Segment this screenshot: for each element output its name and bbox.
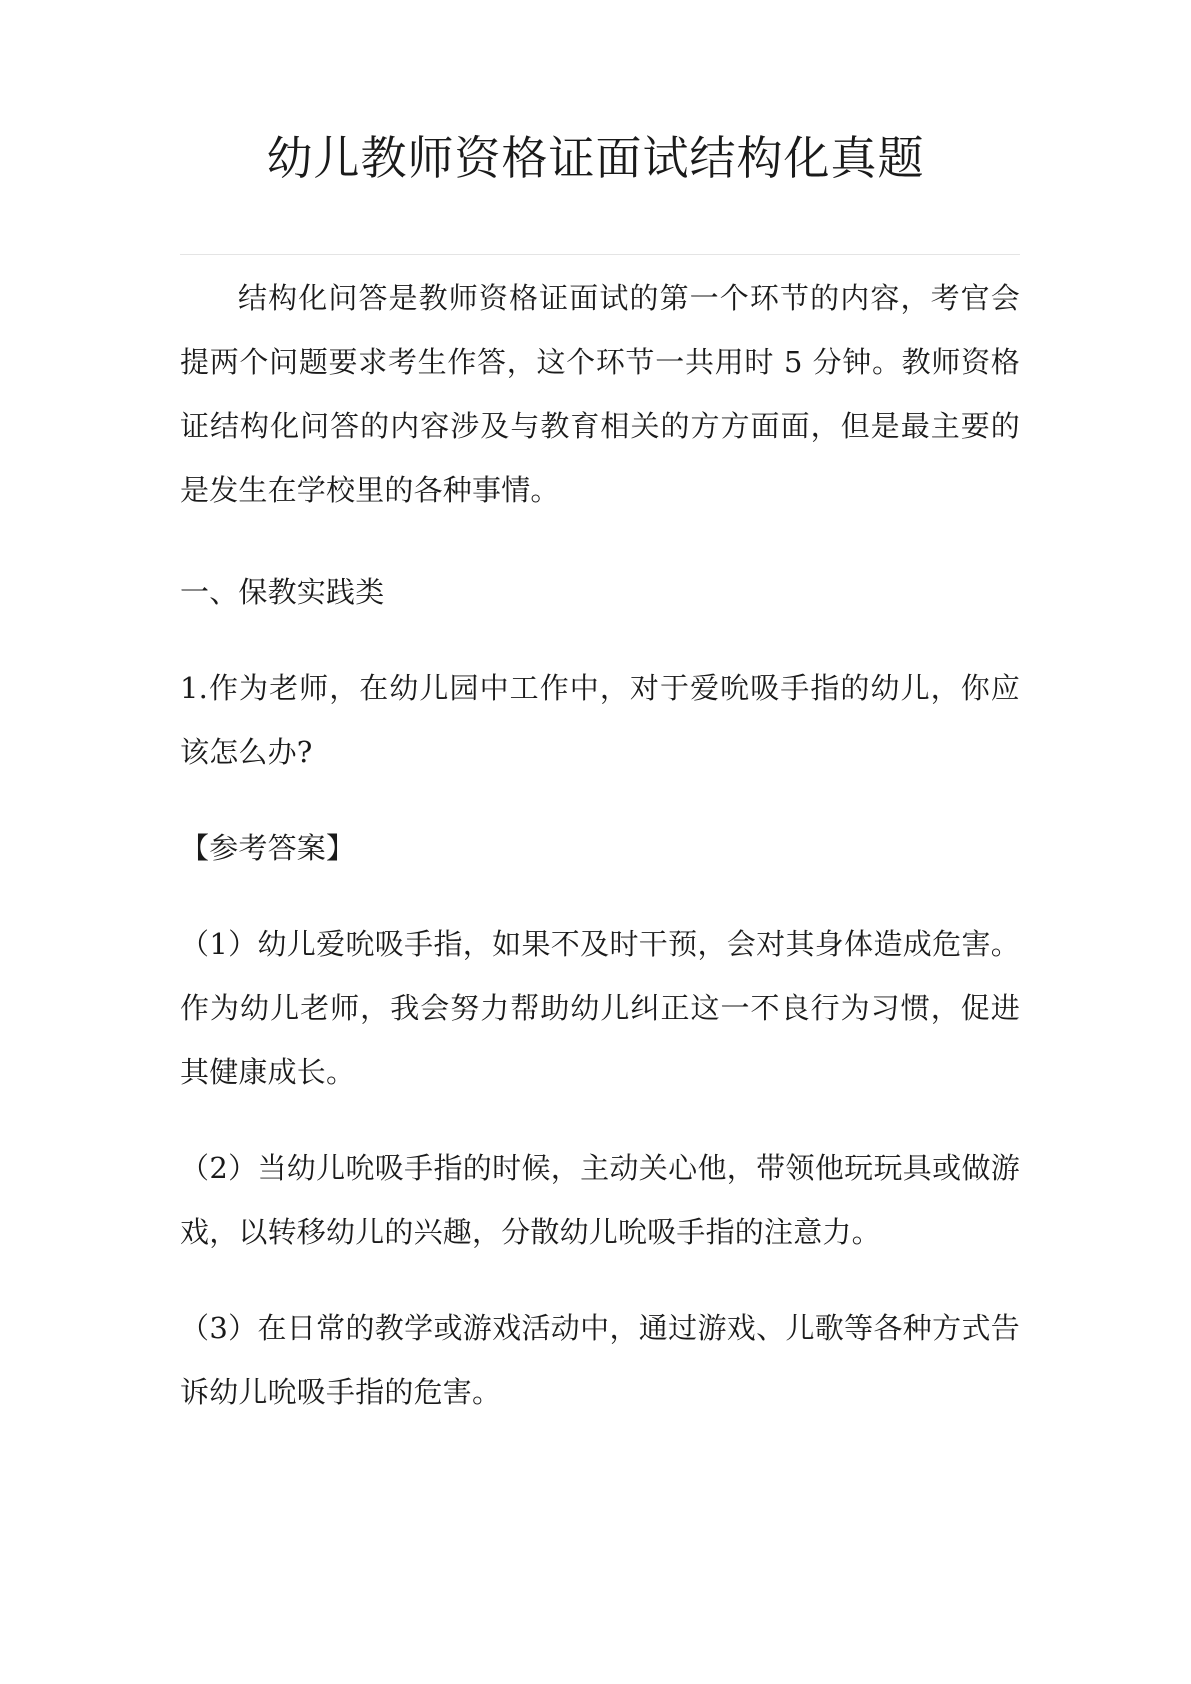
answer-item-3: （3）在日常的教学或游戏活动中，通过游戏、儿歌等各种方式告诉幼儿吮吸手指的危害。 [180, 1311, 1020, 1409]
intro-paragraph: 结构化问答是教师资格证面试的第一个环节的内容，考官会提两个问题要求考生作答，这个环节一共用时 5 分钟。教师资格证结构化问答的内容涉及与教育相关的方方面面，但是最主要的是发生在学校里的各种事情。 [180, 281, 1020, 507]
question-paragraph: 1.作为老师，在幼儿园中工作中，对于爱吮吸手指的幼儿，你应该怎么办? [180, 671, 1020, 769]
answer-item-2: （2）当幼儿吮吸手指的时候，主动关心他，带领他玩玩具或做游戏，以转移幼儿的兴趣，分散幼儿吮吸手指的注意力。 [180, 1151, 1020, 1249]
title-divider [180, 254, 1020, 255]
document-title: 幼儿教师资格证面试结构化真题 [266, 131, 925, 185]
answer-label: 【参考答案】 [180, 831, 356, 865]
answer-item-1: （1）幼儿爱吮吸手指，如果不及时干预，会对其身体造成危害。作为幼儿老师，我会努力帮助幼儿纠正这一不良行为习惯，促进其健康成长。 [180, 927, 1020, 1089]
section-heading: 一、保教实践类 [180, 575, 385, 609]
